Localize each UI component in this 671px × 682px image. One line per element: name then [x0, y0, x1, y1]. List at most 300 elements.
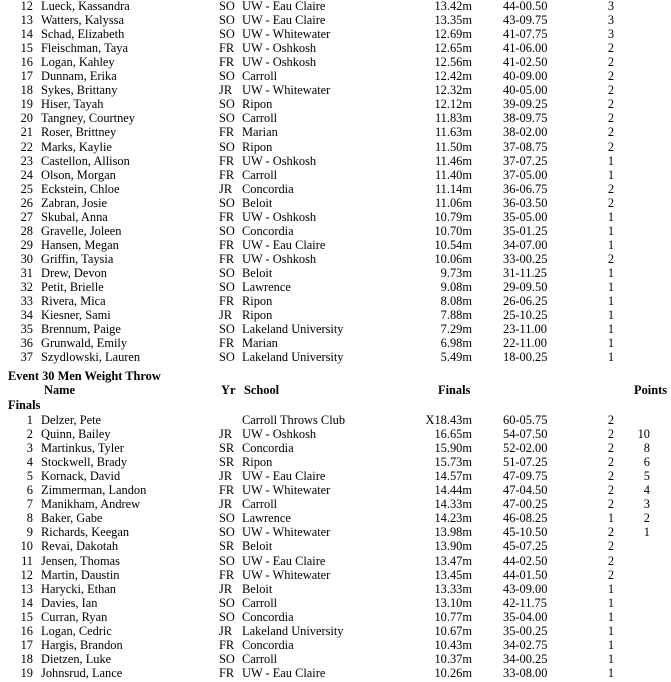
heat: 2 [607, 55, 615, 70]
year: SO [219, 280, 235, 294]
heat: 1 [607, 581, 615, 596]
school: UW - Eau Claire [242, 553, 326, 568]
heat: 2 [607, 41, 615, 56]
imperial-mark: 47-09.75 [503, 469, 548, 484]
heat: 2 [607, 483, 615, 498]
mark: 10.06m [434, 251, 472, 266]
year: SO [219, 553, 235, 568]
imperial-mark: 60-05.75 [503, 413, 548, 427]
place: 29 [20, 237, 33, 252]
mark: 10.79m [434, 209, 472, 224]
heat: 2 [607, 195, 615, 210]
athlete-name: Schad, Elizabeth [41, 27, 125, 42]
mark: 14.33m [434, 497, 472, 512]
year: FR [219, 294, 235, 309]
school: Ripon [242, 294, 273, 309]
school: UW - Oshkosh [242, 55, 317, 70]
heat: 2 [607, 181, 615, 196]
place: 26 [20, 195, 33, 210]
heat: 1 [607, 265, 615, 280]
year: JR [219, 308, 233, 323]
result-row [0, 350, 671, 364]
place: 12 [20, 567, 33, 582]
place: 28 [20, 223, 33, 238]
imperial-mark: 29-09.50 [503, 280, 548, 294]
school: Beloit [242, 581, 273, 596]
heat: 1 [607, 609, 615, 624]
school: UW - Whitewater [242, 483, 331, 498]
year: SO [219, 0, 235, 13]
mark: 10.26m [434, 665, 472, 680]
place: 1 [26, 413, 33, 427]
athlete-name: Baker, Gabe [41, 511, 103, 526]
year: FR [219, 665, 235, 680]
heat: 3 [607, 27, 615, 42]
place: 3 [26, 441, 33, 456]
place: 31 [20, 265, 33, 280]
place: 13 [20, 581, 33, 596]
year: FR [219, 237, 235, 252]
school: Ripon [242, 308, 273, 323]
athlete-name: Johnsrud, Lance [41, 665, 123, 680]
imperial-mark: 54-07.50 [503, 427, 548, 442]
school: Lakeland University [242, 322, 344, 337]
year: JR [219, 581, 233, 596]
athlete-name: Hargis, Brandon [41, 637, 123, 652]
mark: 11.83m [434, 111, 472, 126]
school: Carroll [242, 651, 278, 666]
heat: 2 [607, 497, 615, 512]
place: 15 [20, 609, 33, 624]
result-row [0, 469, 671, 483]
year: SO [219, 111, 235, 126]
result-row [0, 455, 671, 469]
points: 3 [643, 497, 650, 512]
school: Lakeland University [242, 350, 344, 365]
imperial-mark: 47-04.50 [503, 483, 548, 498]
points: 10 [637, 427, 650, 442]
mark: 12.32m [434, 83, 472, 98]
year: FR [219, 125, 235, 140]
points: 4 [643, 483, 650, 498]
result-row [0, 413, 671, 427]
mark: 12.69m [434, 27, 472, 42]
mark: 14.23m [434, 511, 472, 526]
athlete-name: Richards, Keegan [41, 525, 130, 540]
athlete-name: Quinn, Bailey [41, 427, 111, 442]
heat: 2 [607, 125, 615, 140]
school: UW - Whitewater [242, 567, 331, 582]
header-finals: Finals [438, 383, 471, 397]
result-row [0, 280, 671, 294]
heat: 2 [607, 427, 615, 442]
athlete-name: Delzer, Pete [41, 413, 102, 427]
school: Concordia [242, 181, 294, 196]
imperial-mark: 38-02.00 [503, 125, 548, 140]
imperial-mark: 34-07.00 [503, 237, 548, 252]
imperial-mark: 40-05.00 [503, 83, 548, 98]
school: Lakeland University [242, 623, 344, 638]
result-row [0, 554, 671, 568]
school: Carroll [242, 69, 278, 84]
year: FR [219, 637, 235, 652]
imperial-mark: 36-03.50 [503, 195, 548, 210]
athlete-name: Szydlowski, Lauren [41, 350, 141, 365]
place: 11 [21, 553, 33, 568]
mark: X18.43m [425, 413, 472, 427]
imperial-mark: 37-07.25 [503, 153, 548, 168]
athlete-name: Tangney, Courtney [41, 111, 135, 126]
school: Lawrence [242, 511, 291, 526]
athlete-name: Roser, Brittney [41, 125, 117, 140]
year: SO [219, 609, 235, 624]
heat: 1 [607, 595, 615, 610]
athlete-name: Kornack, David [41, 469, 121, 484]
athlete-name: Revai, Dakotah [41, 539, 119, 554]
header-school: School [244, 383, 280, 397]
imperial-mark: 34-00.25 [503, 651, 548, 666]
place: 12 [20, 0, 33, 13]
mark: 8.08m [440, 294, 472, 309]
heat: 1 [607, 322, 615, 337]
heat: 2 [607, 111, 615, 126]
school: Lawrence [242, 280, 291, 294]
points: 6 [643, 455, 650, 470]
athlete-name: Lueck, Kassandra [41, 0, 130, 13]
place: 14 [20, 595, 33, 610]
result-row [0, 224, 671, 238]
result-row [0, 638, 671, 652]
school: Concordia [242, 441, 294, 456]
result-row [0, 196, 671, 210]
school: UW - Eau Claire [242, 13, 326, 28]
place: 19 [20, 97, 33, 112]
year: JR [219, 623, 233, 638]
imperial-mark: 37-05.00 [503, 167, 548, 182]
imperial-mark: 51-07.25 [503, 455, 548, 470]
imperial-mark: 38-09.75 [503, 111, 548, 126]
heat: 1 [607, 153, 615, 168]
result-row [0, 666, 671, 680]
school: UW - Oshkosh [242, 209, 317, 224]
imperial-mark: 44-01.50 [503, 567, 548, 582]
athlete-name: Stockwell, Brady [41, 455, 128, 470]
imperial-mark: 39-09.25 [503, 97, 548, 112]
imperial-mark: 36-06.75 [503, 181, 548, 196]
athlete-name: Martin, Daustin [41, 567, 120, 582]
school: UW - Whitewater [242, 525, 331, 540]
year: JR [219, 427, 233, 442]
athlete-name: Griffin, Taysia [41, 251, 114, 266]
school: Ripon [242, 97, 273, 112]
year: SO [219, 223, 235, 238]
imperial-mark: 45-07.25 [503, 539, 548, 554]
heat: 2 [607, 97, 615, 112]
school: Marian [242, 336, 278, 351]
place: 17 [20, 69, 33, 84]
header-points: Points [634, 383, 668, 397]
heat: 1 [607, 637, 615, 652]
school: Ripon [242, 139, 273, 154]
heat: 1 [607, 511, 615, 526]
year: FR [219, 167, 235, 182]
year: SR [219, 455, 235, 470]
result-row [0, 111, 671, 125]
place: 19 [20, 665, 33, 680]
imperial-mark: 41-06.00 [503, 41, 548, 56]
school: Carroll [242, 111, 278, 126]
athlete-name: Logan, Kahley [41, 55, 115, 70]
mark: 10.70m [434, 223, 472, 238]
heat: 2 [607, 413, 615, 427]
result-row [0, 441, 671, 455]
place: 25 [20, 181, 33, 196]
result-row [0, 69, 671, 83]
place: 22 [20, 139, 33, 154]
heat: 2 [607, 139, 615, 154]
mark: 7.88m [440, 308, 472, 323]
athlete-name: Logan, Cedric [41, 623, 112, 638]
athlete-name: Eckstein, Chloe [41, 181, 120, 196]
imperial-mark: 25-10.25 [503, 308, 548, 323]
year: SO [219, 525, 235, 540]
imperial-mark: 33-08.00 [503, 665, 548, 680]
place: 36 [20, 336, 33, 351]
heat: 1 [607, 223, 615, 238]
athlete-name: Hiser, Tayah [41, 97, 104, 112]
year: JR [219, 181, 233, 196]
mark: 11.46m [434, 153, 472, 168]
heat: 1 [607, 651, 615, 666]
athlete-name: Kiesner, Sami [41, 308, 111, 323]
athlete-name: Gravelle, Joleen [41, 223, 122, 238]
imperial-mark: 22-11.00 [503, 336, 547, 351]
school: Marian [242, 125, 278, 140]
place: 4 [26, 455, 33, 470]
mark: 10.77m [434, 609, 472, 624]
mark: 6.98m [440, 336, 472, 351]
heat: 2 [607, 251, 615, 266]
school: UW - Eau Claire [242, 469, 326, 484]
athlete-name: Marks, Kaylie [41, 139, 112, 154]
imperial-mark: 31-11.25 [503, 265, 547, 280]
year: JR [219, 497, 233, 512]
result-row [0, 41, 671, 55]
athlete-name: Davies, Ian [41, 595, 98, 610]
imperial-mark: 34-02.75 [503, 637, 548, 652]
result-row [0, 182, 671, 196]
year: FR [219, 483, 235, 498]
mark: 13.35m [434, 13, 472, 28]
heat: 2 [607, 69, 615, 84]
result-row [0, 596, 671, 610]
imperial-mark: 44-00.50 [503, 0, 548, 13]
year: SO [219, 350, 235, 365]
mark: 7.29m [440, 322, 472, 337]
place: 24 [20, 167, 33, 182]
athlete-name: Brennum, Paige [41, 322, 121, 337]
school: UW - Eau Claire [242, 0, 326, 13]
year: SO [219, 195, 235, 210]
section-label-finals: Finals [8, 398, 41, 412]
place: 17 [20, 637, 33, 652]
year: JR [219, 469, 233, 484]
school: Concordia [242, 223, 294, 238]
imperial-mark: 35-01.25 [503, 223, 548, 238]
imperial-mark: 35-05.00 [503, 209, 548, 224]
result-row [0, 539, 671, 553]
athlete-name: Olson, Morgan [41, 167, 116, 182]
heat: 1 [607, 280, 615, 294]
imperial-mark: 41-02.50 [503, 55, 548, 70]
year: SR [219, 539, 235, 554]
place: 35 [20, 322, 33, 337]
mark: 13.47m [434, 553, 472, 568]
result-row [0, 610, 671, 624]
heat: 2 [607, 553, 615, 568]
heat: 2 [607, 567, 615, 582]
heat: 2 [607, 441, 615, 456]
place: 15 [20, 41, 33, 56]
mark: 14.57m [434, 469, 472, 484]
result-row [0, 27, 671, 41]
school: UW - Eau Claire [242, 665, 326, 680]
result-row [0, 210, 671, 224]
year: SO [219, 13, 235, 28]
place: 10 [20, 539, 33, 554]
place: 34 [20, 308, 33, 323]
place: 2 [26, 427, 33, 442]
school: UW - Oshkosh [242, 251, 317, 266]
heat: 1 [607, 237, 615, 252]
athlete-name: Skubal, Anna [41, 209, 108, 224]
mark: 15.90m [434, 441, 472, 456]
place: 8 [26, 511, 33, 526]
athlete-name: Grunwald, Emily [41, 336, 128, 351]
year: SR [219, 441, 235, 456]
athlete-name: Zimmerman, Landon [41, 483, 147, 498]
header-name: Name [44, 383, 75, 397]
school: Concordia [242, 609, 294, 624]
athlete-name: Drew, Devon [41, 265, 107, 280]
result-row [0, 252, 671, 266]
year: SO [219, 511, 235, 526]
mark: 10.67m [434, 623, 472, 638]
mark: 10.43m [434, 637, 472, 652]
school: Ripon [242, 455, 273, 470]
result-row [0, 652, 671, 666]
mark: 12.42m [434, 69, 472, 84]
place: 5 [26, 469, 33, 484]
school: Carroll [242, 497, 278, 512]
mark: 13.90m [434, 539, 472, 554]
school: UW - Eau Claire [242, 237, 326, 252]
mark: 11.40m [434, 167, 472, 182]
result-row [0, 125, 671, 139]
athlete-name: Rivera, Mica [41, 294, 106, 309]
imperial-mark: 46-08.25 [503, 511, 548, 526]
school: Beloit [242, 195, 273, 210]
points: 2 [643, 511, 650, 526]
year: FR [219, 55, 235, 70]
year: SO [219, 69, 235, 84]
place: 6 [26, 483, 33, 498]
place: 16 [20, 623, 33, 638]
heat: 3 [607, 13, 615, 28]
mark: 16.65m [434, 427, 472, 442]
column-header-row [0, 383, 671, 397]
mark: 13.33m [434, 581, 472, 596]
place: 21 [20, 125, 33, 140]
year: SO [219, 265, 235, 280]
imperial-mark: 52-02.00 [503, 441, 548, 456]
athlete-name: Manikham, Andrew [41, 497, 141, 512]
heat: 2 [607, 455, 615, 470]
result-row [0, 582, 671, 596]
result-row [0, 266, 671, 280]
place: 27 [20, 209, 33, 224]
result-row [0, 55, 671, 69]
mark: 12.56m [434, 55, 472, 70]
imperial-mark: 43-09.75 [503, 13, 548, 28]
result-row [0, 624, 671, 638]
result-row [0, 568, 671, 582]
place: 18 [20, 651, 33, 666]
year: JR [219, 83, 233, 98]
mark: 12.12m [434, 97, 472, 112]
mark: 15.73m [434, 455, 472, 470]
place: 9 [26, 525, 33, 540]
school: Carroll [242, 595, 278, 610]
mark: 11.06m [434, 195, 472, 210]
athlete-name: Jensen, Thomas [41, 553, 120, 568]
place: 23 [20, 153, 33, 168]
result-row [0, 0, 671, 13]
year: FR [219, 153, 235, 168]
imperial-mark: 40-09.00 [503, 69, 548, 84]
event-title: Event 30 Men Weight Throw [8, 369, 161, 383]
school: Carroll Throws Club [242, 413, 346, 427]
mark: 13.45m [434, 567, 472, 582]
school: UW - Whitewater [242, 27, 331, 42]
mark: 13.42m [434, 0, 472, 13]
year: SO [219, 595, 235, 610]
imperial-mark: 26-06.25 [503, 294, 548, 309]
heat: 1 [607, 665, 615, 680]
place: 16 [20, 55, 33, 70]
heat: 2 [607, 83, 615, 98]
heat: 1 [607, 336, 615, 351]
result-row [0, 336, 671, 350]
year: FR [219, 251, 235, 266]
athlete-name: Hansen, Megan [41, 237, 119, 252]
place: 7 [26, 497, 33, 512]
athlete-name: Harycki, Ethan [41, 581, 117, 596]
place: 18 [20, 83, 33, 98]
imperial-mark: 33-00.25 [503, 251, 548, 266]
school: UW - Whitewater [242, 83, 331, 98]
place: 37 [20, 350, 33, 365]
athlete-name: Dietzen, Luke [41, 651, 112, 666]
imperial-mark: 37-08.75 [503, 139, 548, 154]
school: Carroll [242, 167, 278, 182]
place: 30 [20, 251, 33, 266]
imperial-mark: 23-11.00 [503, 322, 547, 337]
mark: 11.50m [434, 139, 472, 154]
mark: 14.44m [434, 483, 472, 498]
athlete-name: Dunnam, Erika [41, 69, 117, 84]
heat: 1 [607, 623, 615, 638]
